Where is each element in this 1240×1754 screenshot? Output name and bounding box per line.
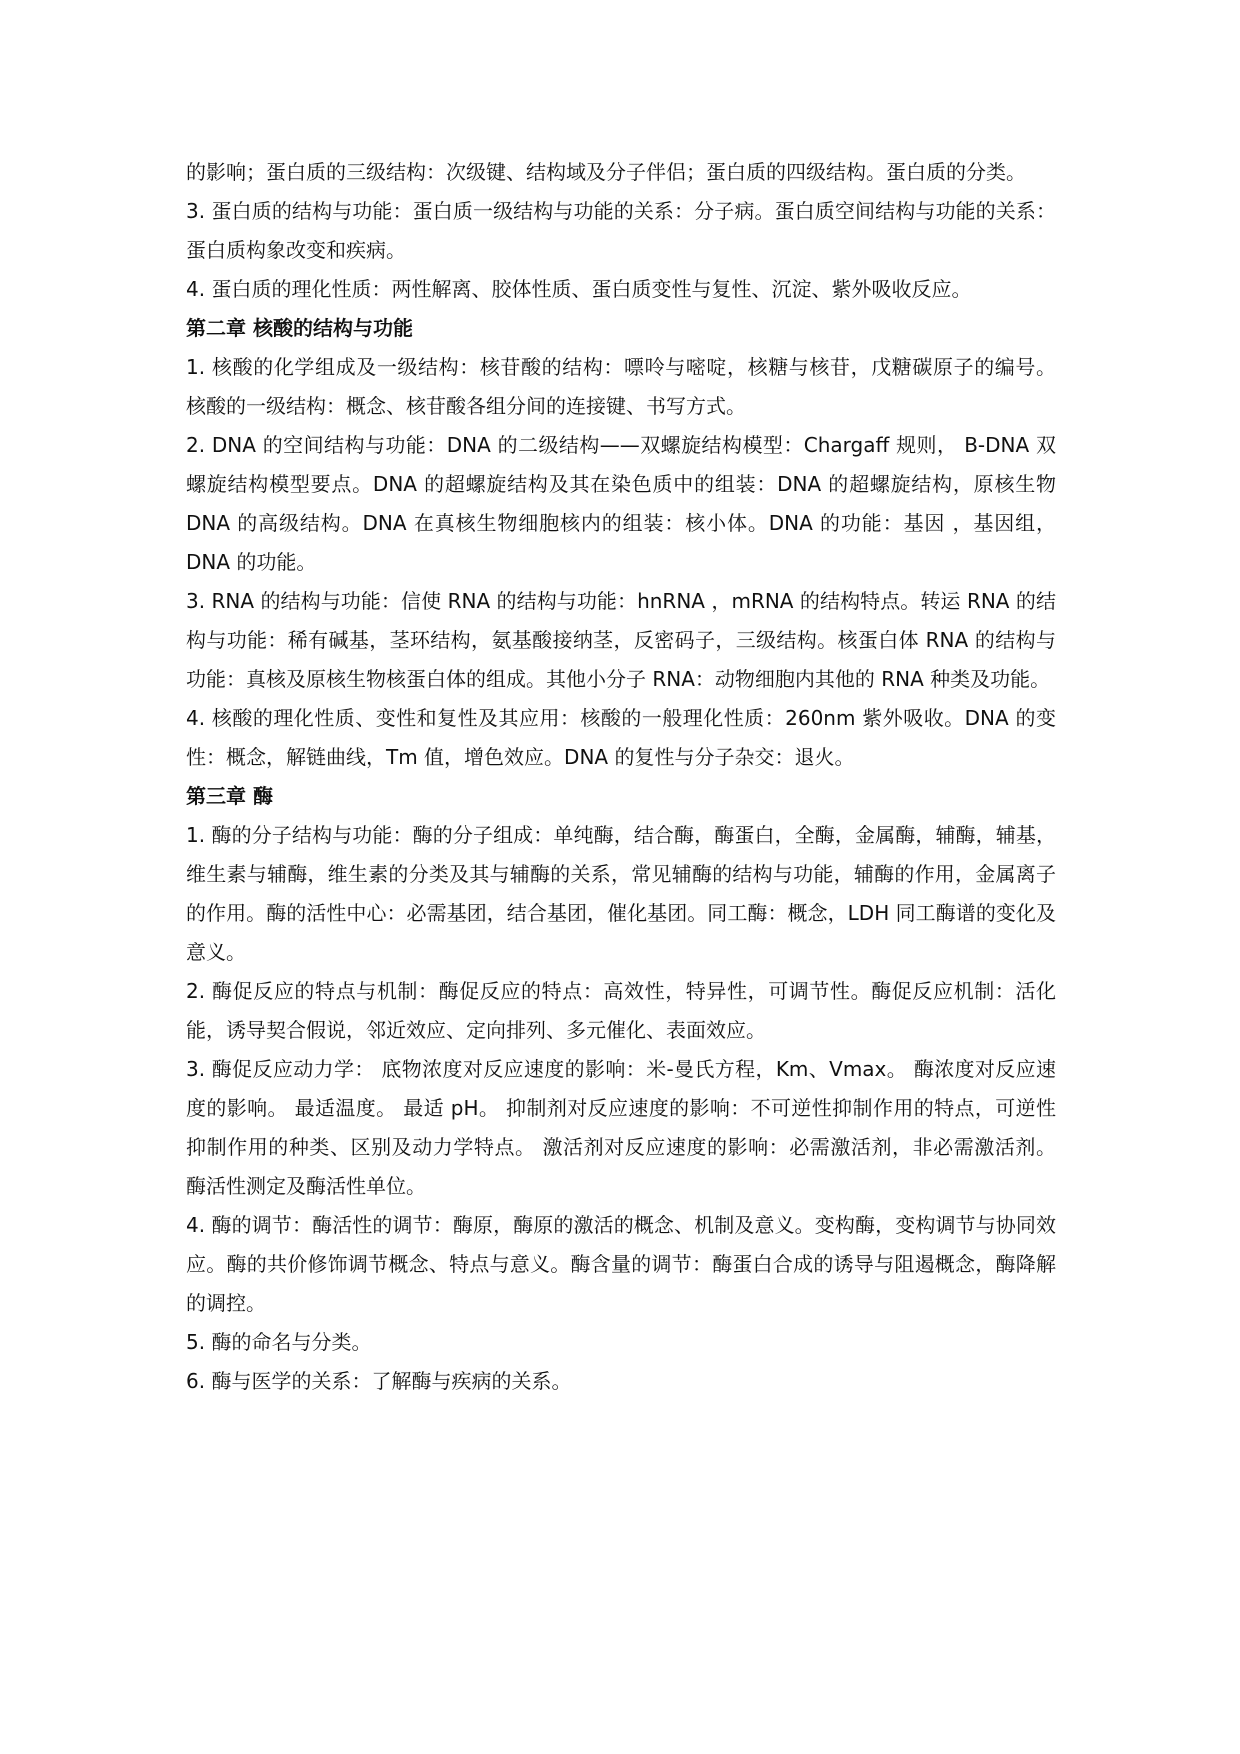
paragraph-nucleic-acid-properties: 4. 核酸的理化性质、变性和复性及其应用：核酸的一般理化性质：260nm 紫外吸收。DNA 的变性：概念，解链曲线，Tm 值，增色效应。DNA 的复性与分子杂交：退火。 [186, 706, 1056, 769]
paragraph-enzyme-regulation: 4. 酶的调节：酶活性的调节：酶原，酶原的激活的概念、机制及意义。变构酶，变构调节与协同效应。酶的共价修饰调节概念、特点与意义。酶含量的调节：酶蛋白合成的诱导与阻遏概念，酶降解的调控。 [186, 1213, 1056, 1315]
paragraph-enzyme-medicine: 6. 酶与医学的关系：了解酶与疾病的关系。 [186, 1369, 572, 1393]
chapter-heading-nucleic-acid: 第二章 核酸的结构与功能 [186, 316, 413, 340]
document-page [186, 153, 1056, 1401]
chapter-heading-enzyme: 第三章 酶 [186, 784, 273, 808]
paragraph-dna-structure: 2. DNA 的空间结构与功能：DNA 的二级结构——双螺旋结构模型：Chargaff 规则， B-DNA 双螺旋结构模型要点。DNA 的超螺旋结构及其在染色质中的组装：DNA 的超螺旋结构，原核生物 DNA 的高级结构。DNA 在真核生物细胞核内的组装：核小体。DNA 的功能：基因 ，基因组，DNA 的功能。 [186, 433, 1056, 574]
paragraph-nucleic-acid-composition: 1. 核酸的化学组成及一级结构：核苷酸的结构：嘌呤与嘧啶，核糖与核苷，戊糖碳原子的编号。 核酸的一级结构：概念、核苷酸各组分间的连接键、书写方式。 [186, 355, 1056, 418]
paragraph-protein-properties: 4. 蛋白质的理化性质：两性解离、胶体性质、蛋白质变性与复性、沉淀、紫外吸收反应。 [186, 277, 972, 301]
paragraph-protein-structure-levels: 的影响；蛋白质的三级结构：次级键、结构域及分子伴侣；蛋白质的四级结构。蛋白质的分类。 [186, 160, 1026, 184]
paragraph-enzyme-molecular-structure: 1. 酶的分子结构与功能：酶的分子组成：单纯酶，结合酶，酶蛋白，全酶，金属酶，辅酶，辅基，维生素与辅酶，维生素的分类及其与辅酶的关系，常见辅酶的结构与功能，辅酶的作用，金属离子的作用。酶的活性中心：必需基团，结合基团，催化基团。同工酶：概念，LDH 同工酶谱的变化及意义。 [186, 823, 1056, 964]
paragraph-enzyme-kinetics: 3. 酶促反应动力学： 底物浓度对反应速度的影响：米-曼氏方程，Km、Vmax。 酶浓度对反应速度的影响。 最适温度。 最适 pH。 抑制剂对反应速度的影响：不可逆性抑制作用的特点，可逆性抑制作用的种类、区别及动力学特点。 激活剂对反应速度的影响：必需激活剂，非必需激活剂。 酶活性测定及酶活性单位。 [186, 1057, 1056, 1198]
paragraph-rna-structure: 3. RNA 的结构与功能：信使 RNA 的结构与功能：hnRNA ，mRNA 的结构特点。转运 RNA 的结构与功能：稀有碱基，茎环结构，氨基酸接纳茎，反密码子，三级结构。核蛋白体 RNA 的结构与功能：真核及原核生物核蛋白体的组成。其他小分子 RNA：动物细胞内其他的 RNA 种类及功能。 [186, 589, 1056, 691]
paragraph-protein-structure-function: 3. 蛋白质的结构与功能：蛋白质一级结构与功能的关系：分子病。蛋白质空间结构与功能的关系：蛋白质构象改变和疾病。 [186, 199, 1056, 262]
paragraph-enzyme-naming: 5. 酶的命名与分类。 [186, 1330, 372, 1354]
paragraph-enzyme-reaction-features: 2. 酶促反应的特点与机制：酶促反应的特点：高效性，特异性，可调节性。酶促反应机制：活化能，诱导契合假说，邻近效应、定向排列、多元催化、表面效应。 [186, 979, 1056, 1042]
